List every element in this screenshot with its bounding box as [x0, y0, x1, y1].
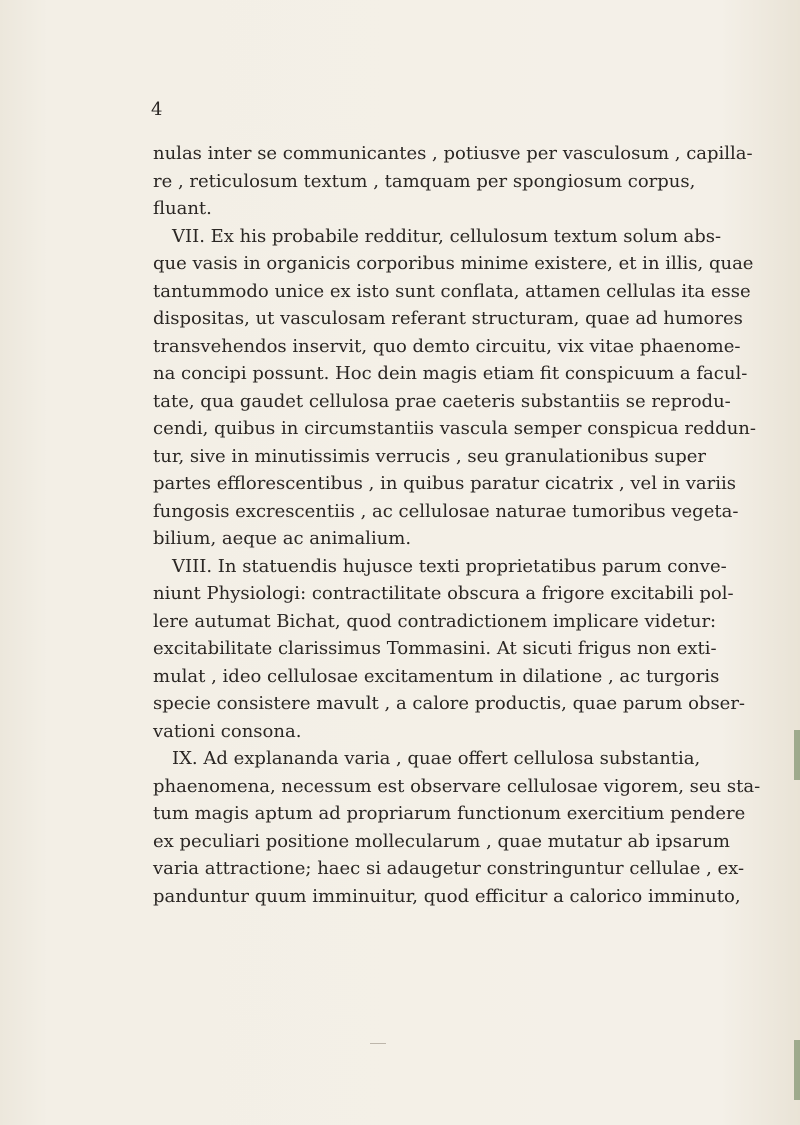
text-line: tantummodo unice ex isto sunt conflata, attamen cellulas ita esse	[153, 280, 751, 302]
body-text	[153, 140, 761, 910]
section-viii-heading-line: VIII. In statuendis hujusce texti proprietatibus parum conve-	[172, 555, 727, 577]
edge-stain	[794, 730, 800, 780]
text-line: excitabilitate clarissimus Tommasini. At sicuti frigus non exti-	[153, 638, 717, 659]
text-line: mulat , ideo cellulosae excitamentum in dilatione , ac turgoris	[153, 665, 720, 687]
text-line: re , reticulosum textum , tamquam per spongiosum corpus,	[153, 170, 696, 192]
text-line: tate, qua gaudet cellulosa prae caeteris substantiis se reprodu-	[153, 390, 731, 412]
text-line: panduntur quum imminuitur, quod efficitur a calorico imminuto,	[153, 885, 741, 907]
text-line: na concipi possunt. Hoc dein magis etiam fit conspicuum a facul-	[153, 363, 748, 384]
text-line: fluant.	[153, 198, 212, 219]
text-line: tur, sive in minutissimis verrucis , seu granulationibus super	[153, 445, 706, 467]
text-line: nulas inter se communicantes , potiusve per vasculosum , capilla-	[153, 143, 753, 164]
text-line: dispositas, ut vasculosam referant structuram, quae ad humores	[153, 308, 743, 329]
footer-rule	[370, 1043, 386, 1044]
text-line: fungosis excrescentiis , ac cellulosae naturae tumoribus vegeta-	[153, 500, 739, 522]
text-line: phaenomena, necessum est observare cellulosae vigorem, seu sta-	[153, 775, 761, 797]
page-number: 4	[151, 99, 163, 120]
section-ix-heading-line: IX. Ad explananda varia , quae offert cellulosa substantia,	[172, 748, 701, 769]
text-line: que vasis in organicis corporibus minime existere, et in illis, quae	[153, 253, 754, 274]
text-line: bilium, aeque ac animalium.	[153, 528, 412, 549]
text-line: tum magis aptum ad propriarum functionum exercitium pendere	[153, 803, 746, 824]
text-line: niunt Physiologi: contractilitate obscura a frigore excitabili pol-	[153, 583, 734, 604]
text-line: cendi, quibus in circumstantiis vascula semper conspicua reddun-	[153, 418, 756, 439]
edge-stain	[794, 1040, 800, 1100]
text-line: varia attractione; haec si adaugetur constringuntur cellulae , ex-	[153, 858, 745, 879]
text-line: lere autumat Bichat, quod contradictionem implicare videtur:	[153, 610, 717, 632]
text-line: transvehendos inservit, quo demto circuitu, vix vitae phaenome-	[153, 335, 741, 357]
text-line: partes efflorescentibus , in quibus paratur cicatrix , vel in variis	[153, 473, 737, 494]
text-line: vationi consona.	[153, 720, 302, 742]
section-vii-heading-line: VII. Ex his probabile redditur, cellulosum textum solum abs-	[172, 225, 722, 247]
text-line: ex peculiari positione mollecularum , quae mutatur ab ipsarum	[153, 830, 731, 852]
text-line: specie consistere mavult , a calore productis, quae parum obser-	[153, 693, 746, 714]
